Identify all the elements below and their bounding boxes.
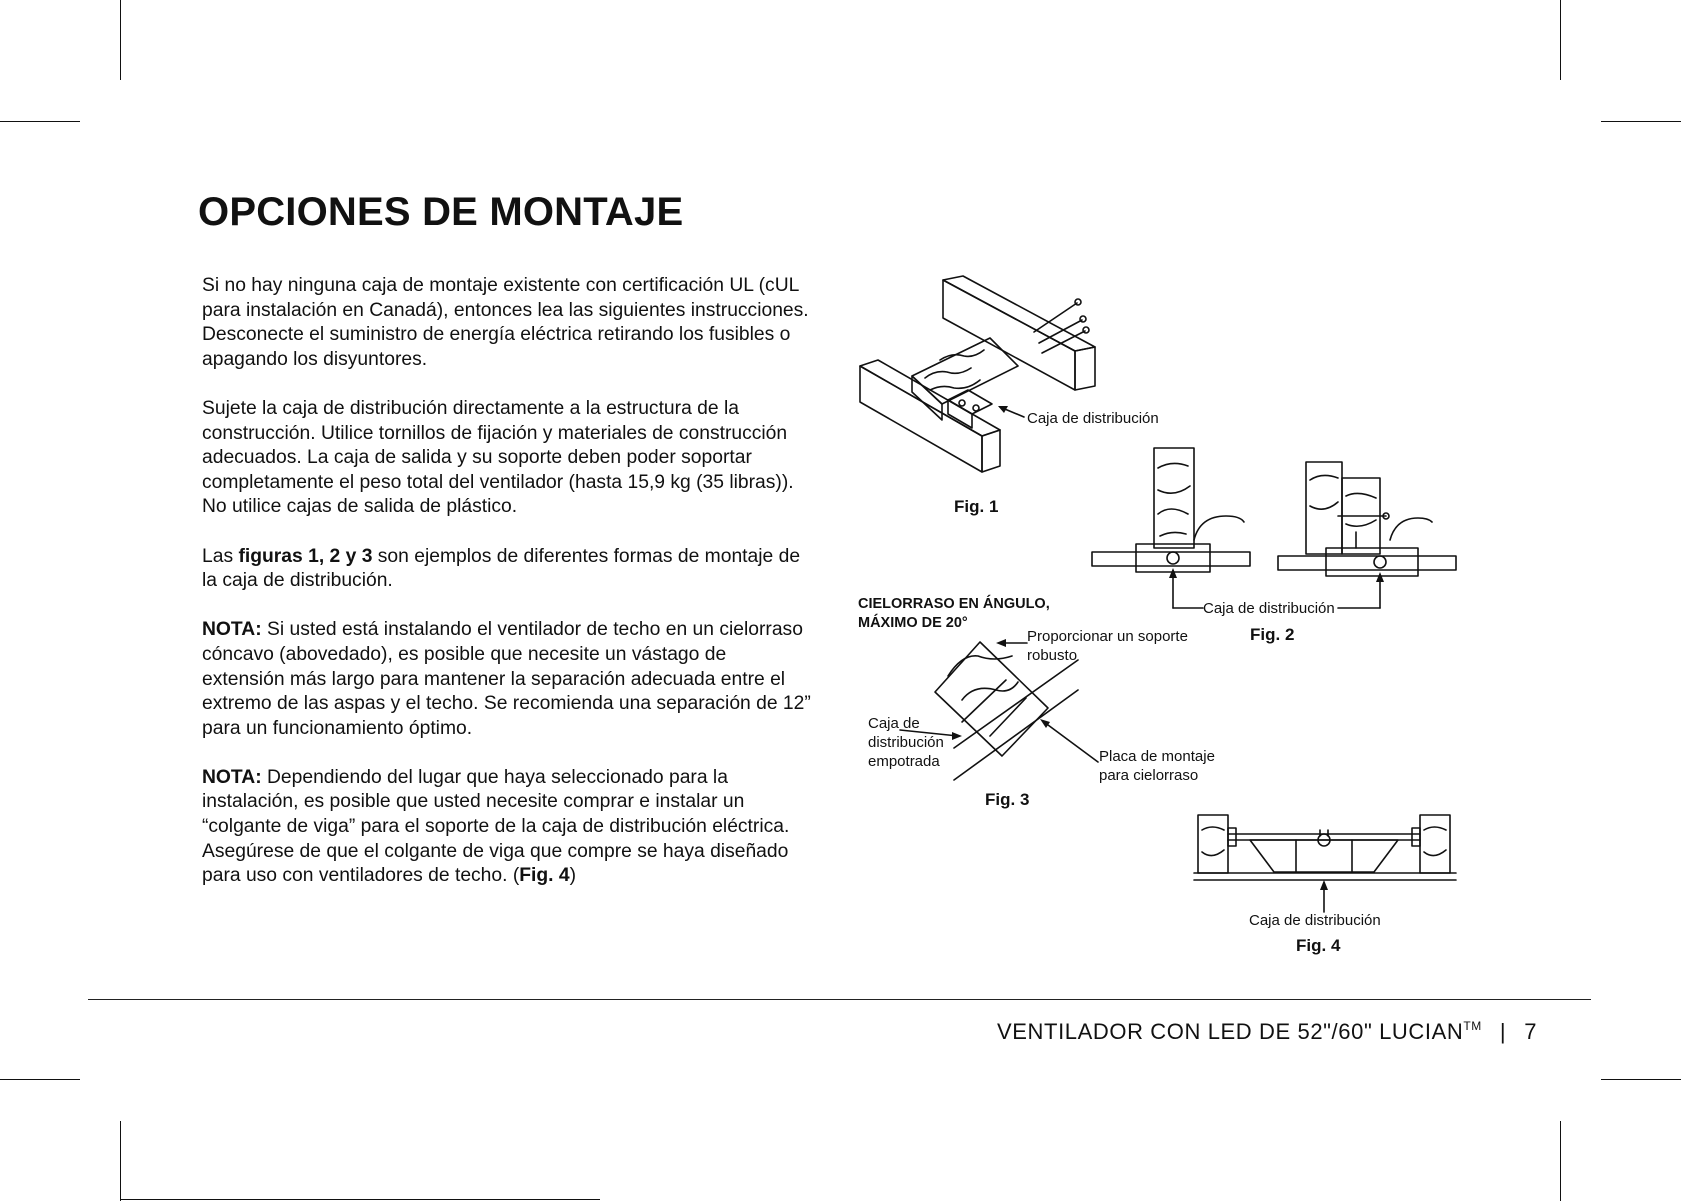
note-label: NOTA: — [202, 766, 262, 788]
fig2-callout: Caja de distribución — [1203, 600, 1335, 617]
fig3-box-line3: empotrada — [868, 753, 940, 770]
page-footer — [997, 1019, 1537, 1045]
note-label: NOTA: — [202, 619, 262, 641]
fig3-heading-line1: CIELORRASO EN ÁNGULO, — [858, 596, 1050, 612]
note-beam-hanger: NOTA: Dependiendo del lugar que haya seleccionado para la instalación, es posible que usted necesite comprar e instalar un “colgante de viga” para el soporte de la caja de distribución eléctrica. Asegúrese de que el colgante de viga que compre se haya diseñado para uso con ventiladores de techo. (Fig. 4) — [202, 766, 790, 887]
fig1-joist-illustration — [860, 276, 1095, 472]
fig4-beam-hanger-illustration — [1194, 815, 1456, 912]
figures-reference: figuras 1, 2 y 3 — [238, 545, 373, 567]
fig3-box-line1: Caja de — [868, 715, 920, 732]
fig2-label: Fig. 2 — [1250, 625, 1295, 644]
fig3-label: Fig. 3 — [985, 790, 1030, 809]
footer-separator: | — [1499, 1019, 1507, 1044]
fig4-reference: Fig. 4 — [519, 865, 570, 887]
fig3-support-line2: robusto — [1027, 647, 1078, 664]
footer-divider — [88, 999, 1591, 1000]
paragraph-attach-box: Sujete la caja de distribución directamente a la estructura de la construcción. Utilice tornillos de fijación y materiales de construcción adecuados. La caja de salida y su soporte deben poder soportar completamente el peso total del ventilador (hasta 15,9 kg (35 libras)). No utilice cajas de salida de plástico. — [202, 397, 794, 518]
paragraph-figures: Las figuras 1, 2 y 3 son ejemplos de diferentes formas de montaje de la caja de distribución. — [202, 545, 801, 592]
fig3-support-line1: Proporcionar un soporte — [1027, 628, 1188, 645]
fig1-label: Fig. 1 — [954, 497, 999, 516]
trademark-symbol: TM — [1463, 1019, 1482, 1033]
fig1-callout: Caja de distribución — [1027, 410, 1159, 427]
footer-product-name: VENTILADOR CON LED DE 52"/60" LUCIAN — [997, 1019, 1464, 1044]
page-number: 7 — [1524, 1019, 1538, 1044]
fig3-plate-line1: Placa de montaje — [1099, 748, 1215, 765]
fig2-joist-illustration — [1092, 448, 1456, 608]
fig3-heading-line2: MÁXIMO DE 20° — [858, 615, 968, 631]
fig4-label: Fig. 4 — [1296, 936, 1341, 955]
note-vaulted-ceiling: NOTA: Si usted está instalando el ventilador de techo en un cielorraso cóncavo (abovedado), es posible que necesite un vástago de extensión más largo para mantener la separación adecuada entre el extremo de las aspas y el techo. Se recomienda una separación de 12” para un funcionamiento óptimo. — [202, 619, 811, 739]
page-title: OPCIONES DE MONTAJE — [198, 190, 684, 234]
fig4-callout: Caja de distribución — [1249, 912, 1381, 929]
fig3-plate-line2: para cielorraso — [1099, 767, 1199, 784]
paragraph-certification: Si no hay ninguna caja de montaje existente con certificación UL (cUL para instalación en Canadá), entonces lea las siguientes instrucciones. Desconecte el suministro de energía eléctrica retirando los fusibles o apagando los disyuntores. — [202, 275, 809, 370]
fig3-box-line2: distribución — [868, 734, 944, 751]
